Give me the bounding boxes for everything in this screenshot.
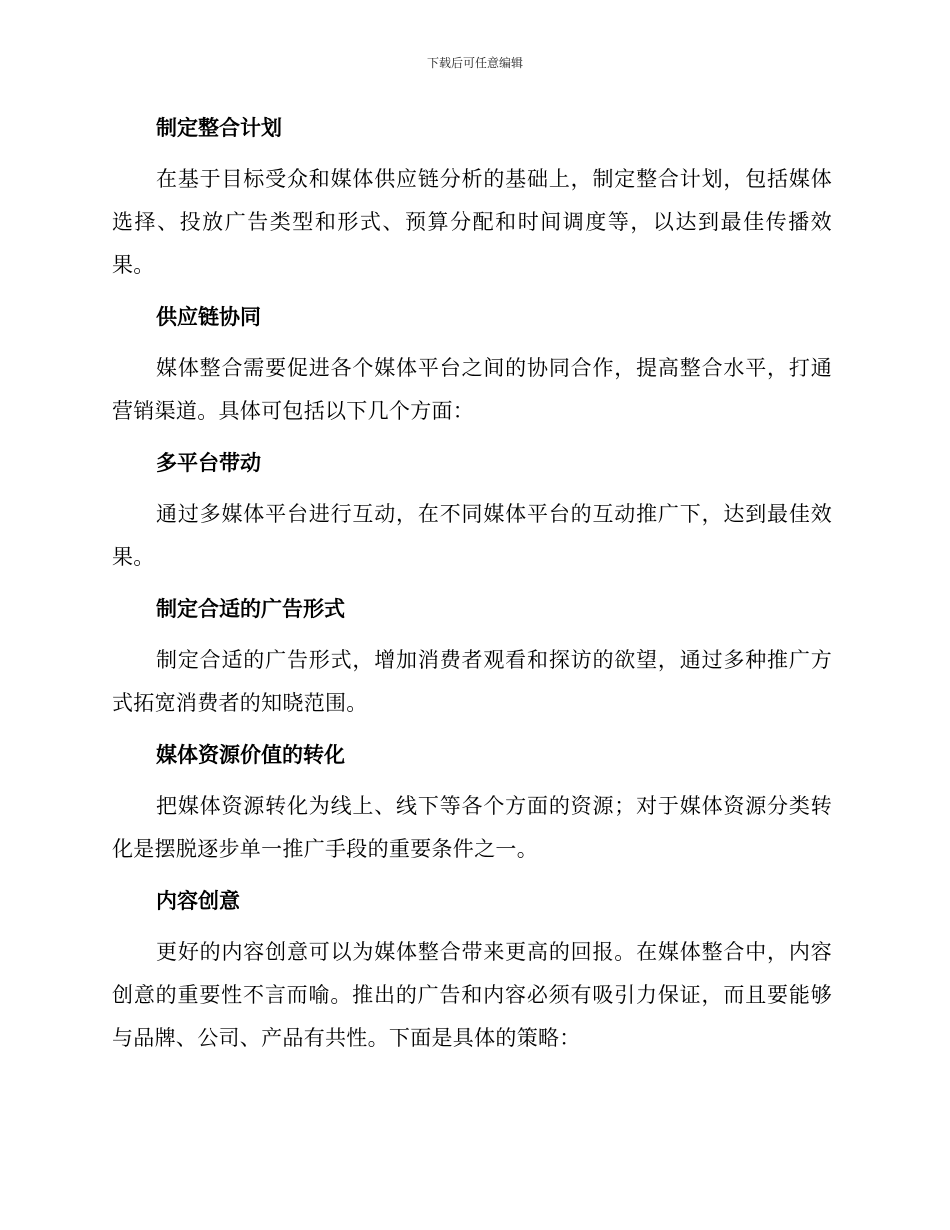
section-paragraph: 更好的内容创意可以为媒体整合带来更高的回报。在媒体整合中，内容创意的重要性不言而喻。推出的广告和内容必须有吸引力保证，而且要能够与品牌、公司、产品有共性。下面是具体的策略： (112, 940, 832, 1050)
page-header: 下载后可任意编辑 (426, 56, 523, 70)
section-heading: 媒体资源价值的转化 (156, 743, 345, 767)
section-paragraph: 制定合适的广告形式，增加消费者观看和探访的欲望，通过多种推广方式拓宽消费者的知晓范围。 (112, 648, 832, 715)
section-paragraph: 通过多媒体平台进行互动，在不同媒体平台的互动推广下，达到最佳效果。 (112, 502, 832, 569)
section-paragraph: 把媒体资源转化为线上、线下等各个方面的资源；对于媒体资源分类转化是摆脱逐步单一推广手段的重要条件之一。 (112, 794, 832, 861)
section-paragraph: 在基于目标受众和媒体供应链分析的基础上，制定整合计划，包括媒体选择、投放广告类型和形式、预算分配和时间调度等，以达到最佳传播效果。 (112, 167, 832, 277)
section-heading: 制定合适的广告形式 (156, 597, 345, 621)
section-paragraph: 媒体整合需要促进各个媒体平台之间的协同合作，提高整合水平，打通营销渠道。具体可包括以下几个方面： (112, 356, 832, 423)
section-heading: 内容创意 (156, 889, 240, 913)
document-body (112, 110, 832, 1060)
section-heading: 多平台带动 (156, 451, 261, 475)
section-heading: 供应链协同 (156, 305, 261, 329)
section-heading: 制定整合计划 (156, 116, 282, 140)
